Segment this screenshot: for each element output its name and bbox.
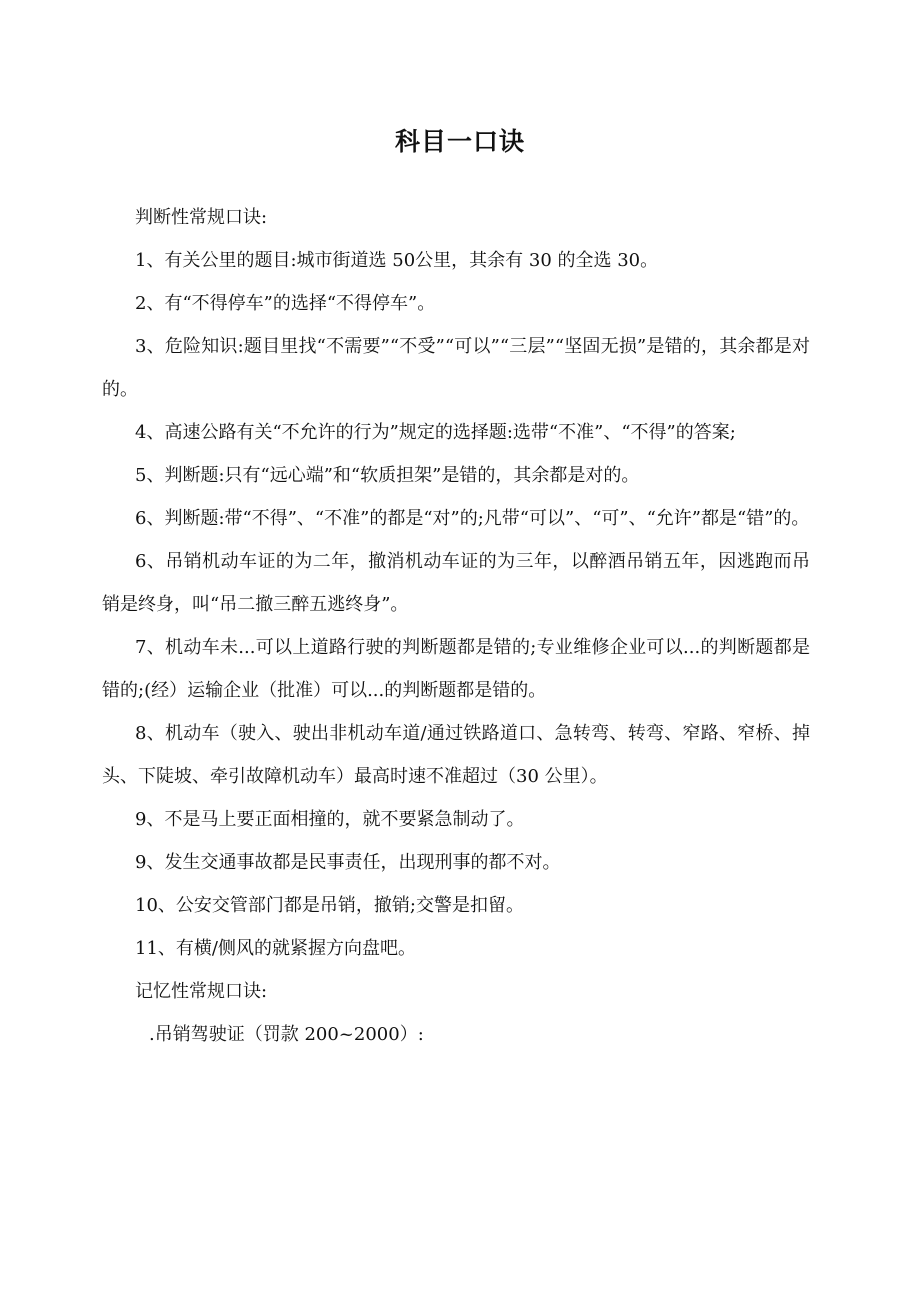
rule-item-11: 11、有横/侧风的就紧握方向盘吧。: [135, 938, 416, 959]
rule-item-7: 7、机动车未...可以上道路行驶的判断题都是错的;专业维修企业可以...的判断题都是错的;(经）运输企业（批准）可以...的判断题都是错的。: [102, 637, 810, 701]
rule-item-6b: 6、吊销机动车证的为二年，撤消机动车证的为三年，以醉酒吊销五年，因逃跑而吊销是终身，叫“吊二撤三醉五逃终身”。: [102, 551, 810, 615]
rule-item-10: 10、公安交管部门都是吊销，撤销;交警是扣留。: [135, 895, 524, 916]
rule-item-1: 1、有关公里的题目:城市街道选 50公里，其余有 30 的全选 30。: [135, 250, 659, 271]
rule-item-5: 5、判断题:只有“远心端”和“软质担架”是错的，其余都是对的。: [135, 465, 640, 486]
document-body: [102, 196, 810, 1056]
rule-item-9b: 9、发生交通事故都是民事责任，出现刑事的都不对。: [135, 852, 561, 873]
page-title: 科目一口诀: [394, 127, 525, 156]
rule-item-4: 4、高速公路有关“不允许的行为”规定的选择题:选带“不准”、“不得”的答案;: [135, 422, 736, 443]
rule-item-2: 2、有“不得停车”的选择“不得停车”。: [135, 293, 436, 314]
rule-item-6a: 6、判断题:带“不得”、“不准”的都是“对”的;凡带“可以”、“可”、“允许”都是“错”的。: [135, 508, 810, 529]
section-heading-memory: 记忆性常规口诀:: [135, 981, 268, 1002]
section-heading-judgment: 判断性常规口诀:: [135, 207, 268, 228]
rule-item-8: 8、机动车（驶入、驶出非机动车道/通过铁路道口、急转弯、转弯、窄路、窄桥、掉头、下陡坡、牵引故障机动车）最高时速不准超过（30 公里）。: [102, 723, 810, 787]
memory-item-revoke-license: .吊销驾驶证（罚款 200~2000）:: [149, 1024, 424, 1045]
rule-item-3: 3、危险知识:题目里找“不需要”“不受”“可以”“三层”“坚固无损”是错的，其余都是对的。: [102, 336, 810, 400]
rule-item-9a: 9、不是马上要正面相撞的，就不要紧急制动了。: [135, 809, 525, 830]
